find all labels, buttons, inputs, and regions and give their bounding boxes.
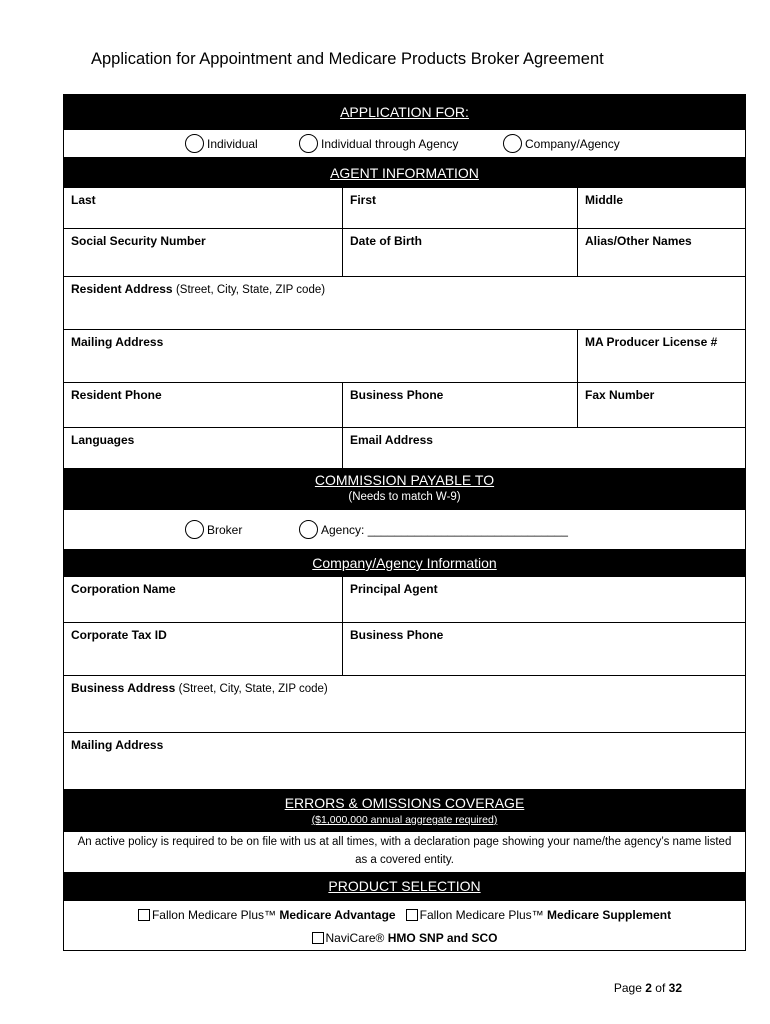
commission-header [64, 468, 745, 509]
fax-label: Fax Number [585, 388, 655, 402]
resident-phone-label: Resident Phone [71, 388, 162, 402]
eo-header [64, 789, 745, 831]
mailing-address-field[interactable] [64, 330, 577, 382]
broker-option[interactable] [185, 520, 242, 539]
medicare-advantage-label: Medicare Advantage [279, 907, 396, 922]
agency-label: Agency: ______________________________ [321, 522, 568, 537]
email-field[interactable] [342, 428, 745, 468]
business-address-field[interactable] [64, 676, 745, 732]
corporation-name-label: Corporation Name [71, 582, 176, 596]
mailing-address-label: Mailing Address [71, 335, 164, 349]
company-mailing-address-field[interactable] [64, 733, 745, 789]
page-number [614, 981, 682, 995]
company-info-heading: Company/Agency Information [312, 555, 497, 571]
contact-row [64, 427, 745, 468]
company-agency-label: Company/Agency [525, 136, 620, 151]
individual-radio[interactable] [185, 134, 204, 153]
email-label: Email Address [350, 433, 433, 447]
tax-row [64, 622, 745, 675]
dob-field[interactable] [342, 229, 577, 276]
medicare-supplement-checkbox[interactable] [406, 909, 418, 921]
ssn-field[interactable] [64, 229, 342, 276]
individual-through-agency-radio[interactable] [299, 134, 318, 153]
resident-phone-field[interactable] [64, 383, 342, 427]
phone-row [64, 382, 745, 427]
business-address-row [64, 675, 745, 732]
medicare-supplement-prefix: Fallon Medicare Plus™ [419, 907, 544, 922]
last-name-label: Last [71, 193, 96, 207]
product-selection-heading: PRODUCT SELECTION [328, 878, 481, 894]
application-for-header [64, 95, 745, 129]
eo-subheading: ($1,000,000 annual aggregate required) [311, 814, 498, 826]
dob-label: Date of Birth [350, 234, 422, 248]
product-line-1 [64, 903, 745, 926]
languages-field[interactable] [64, 428, 342, 468]
first-name-label: First [350, 193, 377, 207]
corporate-tax-id-field[interactable] [64, 623, 342, 675]
individual-option[interactable] [185, 134, 258, 153]
mailing-row [64, 329, 745, 382]
individual-through-agency-label: Individual through Agency [321, 136, 459, 151]
first-name-field[interactable] [342, 188, 577, 228]
agent-information-heading: AGENT INFORMATION [330, 165, 479, 181]
business-address-note: (Street, City, State, ZIP code) [178, 683, 328, 695]
principal-agent-label: Principal Agent [350, 582, 438, 596]
page-of: of [655, 981, 666, 995]
business-phone-field[interactable] [342, 383, 577, 427]
company-business-phone-field[interactable] [342, 623, 745, 675]
agency-radio[interactable] [299, 520, 318, 539]
commission-subheading: (Needs to match W-9) [348, 491, 461, 503]
business-address-label: Business Address [71, 681, 176, 695]
middle-name-field[interactable] [577, 188, 745, 228]
current-page: 2 [645, 981, 652, 995]
languages-label: Languages [71, 433, 135, 447]
commission-heading: COMMISSION PAYABLE TO [314, 472, 495, 488]
identity-row [64, 228, 745, 276]
last-name-field[interactable] [64, 188, 342, 228]
medicare-advantage-prefix: Fallon Medicare Plus™ [151, 907, 276, 922]
name-row [64, 187, 745, 228]
product-options [64, 900, 745, 950]
resident-address-row [64, 276, 745, 329]
alias-field[interactable] [577, 229, 745, 276]
corp-row [64, 576, 745, 622]
medicare-supplement-label: Medicare Supplement [547, 907, 672, 922]
ma-license-label: MA Producer License # [585, 335, 718, 349]
navicare-prefix: NaviCare® [325, 930, 385, 945]
company-mailing-address-label: Mailing Address [71, 738, 164, 752]
total-pages: 32 [668, 981, 682, 995]
application-type-options [64, 129, 745, 157]
eo-heading: ERRORS & OMISSIONS COVERAGE [284, 795, 525, 811]
eo-description: An active policy is required to be on file with us at all times, with a declaration page showing your name/the agency’s name listed as a covered entity. [64, 831, 745, 872]
business-phone-label: Business Phone [350, 388, 444, 402]
page-title: Application for Appointment and Medicare Products Broker Agreement [91, 50, 604, 68]
application-form [63, 94, 746, 951]
middle-name-label: Middle [585, 193, 623, 207]
agency-option[interactable] [299, 520, 568, 539]
company-agency-radio[interactable] [503, 134, 522, 153]
product-selection-header [64, 872, 745, 900]
fax-field[interactable] [577, 383, 745, 427]
corporation-name-field[interactable] [64, 577, 342, 622]
ma-license-field[interactable] [577, 330, 745, 382]
product-line-2 [64, 926, 745, 949]
principal-agent-field[interactable] [342, 577, 745, 622]
resident-address-note: (Street, City, State, ZIP code) [175, 284, 326, 296]
navicare-label: HMO SNP and SCO [387, 930, 498, 945]
application-for-heading: APPLICATION FOR: [340, 104, 469, 120]
company-business-phone-label: Business Phone [350, 628, 444, 642]
individual-label: Individual [207, 136, 258, 151]
commission-options [64, 509, 745, 549]
alias-label: Alias/Other Names [585, 234, 692, 248]
broker-radio[interactable] [185, 520, 204, 539]
navicare-checkbox[interactable] [312, 932, 324, 944]
individual-through-agency-option[interactable] [299, 134, 458, 153]
corporate-tax-id-label: Corporate Tax ID [71, 628, 167, 642]
ssn-label: Social Security Number [71, 234, 206, 248]
company-mailing-row [64, 732, 745, 789]
medicare-advantage-checkbox[interactable] [138, 909, 150, 921]
company-info-header [64, 549, 745, 576]
page-prefix: Page [613, 981, 642, 995]
agent-information-header [64, 157, 745, 187]
broker-label: Broker [207, 522, 243, 537]
resident-address-field[interactable] [64, 277, 745, 329]
resident-address-label: Resident Address [71, 282, 173, 296]
company-agency-option[interactable] [503, 134, 620, 153]
